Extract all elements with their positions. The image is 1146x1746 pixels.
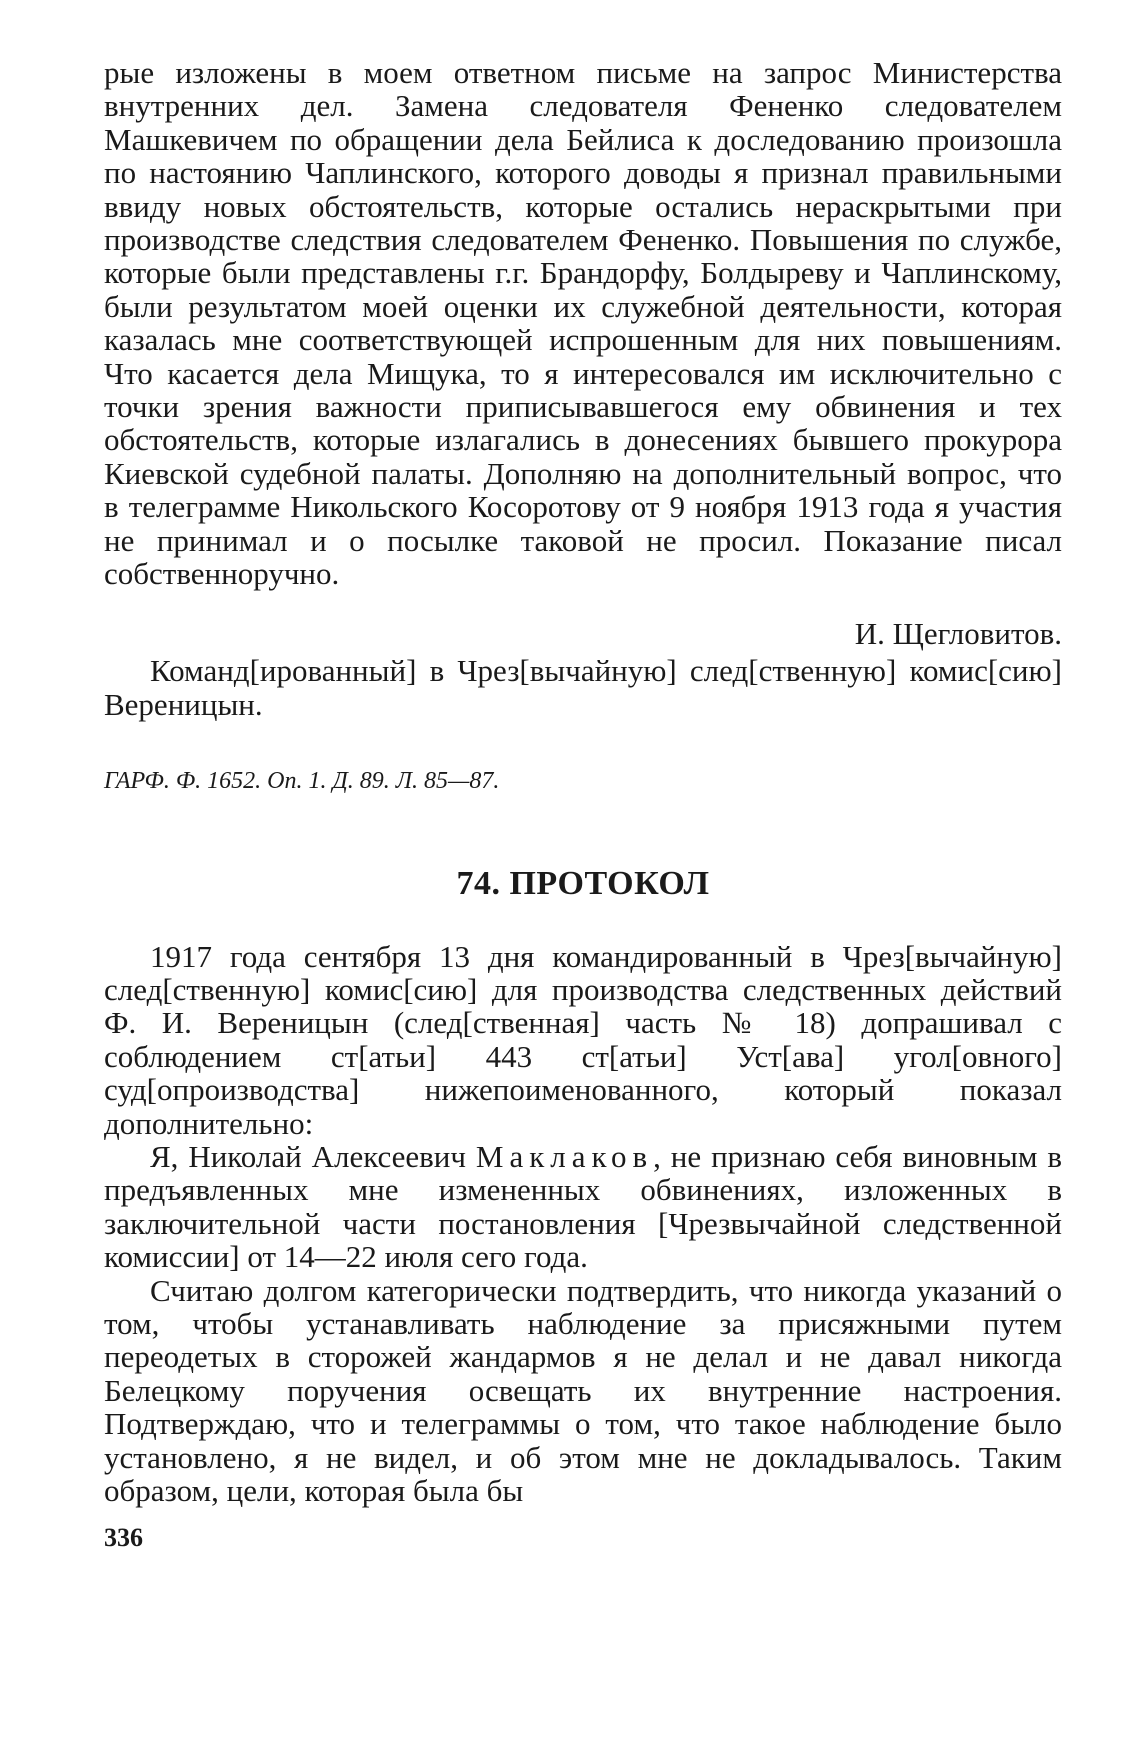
page-text-block (104, 56, 1062, 1507)
protocol-intro-paragraph: 1917 года сентября 13 дня командированный в Чрез[вычайную] след[ственную] комис[сию] для производства следственных действий Ф. И. Вереницын (след[ственная] часть № 18) допрашивал с соблюдением ст[атьи] 443 ст[атьи] Уст[ава] угол[овного] суд[опроизводства] нижепоименованного, который показал дополнительно: (104, 938, 1062, 1141)
page-number: 336 (104, 1523, 143, 1552)
testimony-rest: , не признаю себя виновным в предъявленных мне измененных обвинениях, изложенных в заключительной части постановления [Чрезвычайной следственной комиссии] от 14—22 июля сего года. (104, 1138, 1062, 1275)
attestation-note: Команд[ированный] в Чрез[вычайную] след[ственную] комис[сию] Вереницын. (104, 652, 1062, 722)
protocol-body (104, 940, 1062, 1508)
archive-source-reference: ГАРФ. Ф. 1652. Оп. 1. Д. 89. Л. 85—87. (104, 767, 500, 794)
testimony-paragraph (104, 1140, 1062, 1274)
testimony-name-spaced: Маклаков (475, 1138, 654, 1174)
final-paragraph: Считаю долгом категорически подтвердить, что никогда указаний о том, чтобы устанавливать наблюдение за присяжными путем переодетых в сторожей жандармов я не делал и не давал никогда Белецкому поручения освещать их внутренние настроения. Подтверждаю, что и телеграммы о том, что такое наблюдение было установлено, я не видел, и об этом мне не докладывалось. Таким образом, цели, которая была бы (104, 1272, 1062, 1508)
document-heading: 74. ПРОТОКОЛ (456, 864, 710, 902)
signature-shcheglovitov: И. Щегловитов. (854, 615, 1062, 651)
testimony-start: Я, Николай Алексеевич (150, 1138, 476, 1174)
continued-paragraph: рые изложены в моем ответном письме на запрос Министерства внутренних дел. Замена следователя Фененко следователем Машкевичем по обращении дела Бейлиса к доследованию произошла по настоянию Чаплинского, которого доводы я признал правильными ввиду новых обстоятельств, которые остались нераскрытыми при производстве следствия следователем Фененко. Повышения по службе, которые были представлены г.г. Брандорфу, Болдыреву и Чаплинскому, были результатом моей оценки их служебной деятельности, которая казалась мне соответствующей испрошенным для них повышениям. Что касается дела Мищука, то я интересовался им исключительно с точки зрения важности приписывавшегося ему обвинения и тех обстоятельств, которые излагались в донесениях бывшего прокурора Киевской судебной палаты. Дополняю на дополнительный вопрос, что в телеграмме Никольского Косоротову от 9 ноября 1913 года я участия не принимал и о посылке таковой не просил. Показание писал собственноручно. (104, 55, 1062, 592)
